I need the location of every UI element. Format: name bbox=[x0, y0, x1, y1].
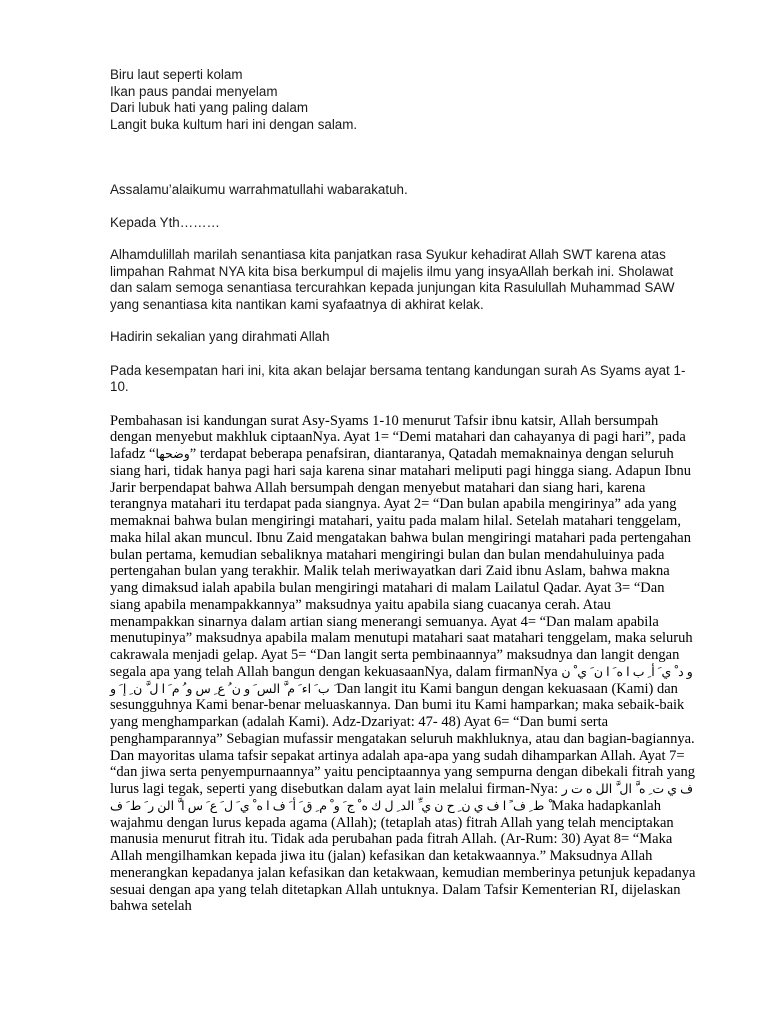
poem-line: Ikan paus pandai menyelam bbox=[110, 83, 278, 99]
greeting-paragraph: Assalamu’alaikumu warrahmatullahi wabarakatuh. bbox=[110, 182, 408, 197]
arabic-term: وضحها bbox=[155, 447, 190, 461]
poem-line: Dari lubuk hati yang paling dalam bbox=[110, 100, 309, 115]
arabic-verse: و د ْ ي َ أ ِ ب ا ه َ ا ن َ ي ْ ن َ ب َ اء َ م َّ الس َ و ن ُ ع ِ س و ُ م َ ا ل َّ ن ِ إ َ و bbox=[110, 664, 693, 696]
opening-poem bbox=[110, 67, 696, 133]
body-text: Maka hadapkanlah wajahmu dengan lurus kepada agama (Allah); (tetaplah atas) fitrah Allah yang telah menciptakan manusia menurut fitrah itu. Tidak ada perubahan pada fitrah Allah. (Ar-Rum: 30) Ayat 8= “Maka Allah mengilhamkan kepada jiwa itu (jalan) kefasikan dan ketakwaannya.” Maksudnya Allah menerangkan kepadanya jalan kefasikan dan ketakwaan, kemudian memberinya petunjuk kepadanya sesuai dengan apa yang telah ditetapkan Allah untuknya. Dalam Tafsir Kementerian RI, dijelaskan bahwa setelah bbox=[110, 797, 696, 915]
opening-praise-paragraph: Alhamdulillah marilah senantiasa kita panjatkan rasa Syukur kehadirat Allah SWT karena atas limpahan Rahmat NYA kita bisa berkumpul di majelis ilmu yang insyaAllah berkah ini. Sholawat dan salam semoga senantiasa tercurahkan kepada junjungan kita Rasulullah Muhammad SAW yang senantiasa kita nantikan kami syafaatnya di akhirat kelak. bbox=[110, 247, 675, 312]
tafsir-body-paragraph bbox=[110, 413, 696, 916]
poem-line: Langit buka kultum hari ini dengan salam. bbox=[110, 116, 358, 132]
body-text: Pembahasan isi kandungan surat Asy-Syams 1-10 menurut Tafsir ibnu katsir, Allah bersumpah dengan menyebut makhluk ciptaanNya. Ayat 1= “Demi matahari dan cahayanya di pagi hari”, pada lafadz “ bbox=[110, 412, 686, 462]
document-page bbox=[110, 67, 696, 915]
topic-intro-paragraph: Pada kesempatan hari ini, kita akan belajar bersama tentang kandungan surah As Syams ayat 1-10. bbox=[110, 362, 686, 394]
poem-line: Biru laut seperti kolam bbox=[110, 67, 243, 82]
body-text: ” terdapat beberapa penafsiran, diantaranya, Qatadah memaknainya dengan seluruh siang hari, tidak hanya pagi hari saja karena sinar matahari meliputi pagi hingga siang. Adapun Ibnu Jarir berpendapat bahwa Allah bersumpah dengan menyebut matahari dan siang hari, karena terangnya matahari itu terdapat pada siangnya. Ayat 2= “Dan bulan apabila mengirinya” ada yang memaknai bahwa bulan mengiringi matahari, yaitu pada malam hilal. Setelah matahari tenggelam, maka hilal akan muncul. Ibnu Zaid mengatakan bahwa bulan mengiringi matahari pada pertengahan bulan pertama, kemudian sebaliknya matahari mengiringi bulan dan bulan mendahuluinya pada pertengahan bulan yang terakhir. Malik telah meriwayatkan dari Zaid ibnu Aslam, bahwa makna yang dimaksud ialah apabila bulan mengiringi matahari di malam Lailatul Qadar. Ayat 3= “Dan siang apabila menampakkannya” maksudnya yaitu apabila siang cuacanya cerah. Atau menampakkan sinarnya dalam artian siang menerangi semuanya. Ayat 4= “Dan malam apabila menutupinya” maksudnya apabila malam menutupi matahari saat matahari tenggelam, maka seluruh cakrawala menjadi gelap. Ayat 5= “Dan langit serta pembinaannya” maksudnya dan langit dengan segala apa yang telah Allah bangun dengan kekuasaanNya, dalam firmanNya bbox=[110, 446, 693, 680]
audience-address-paragraph: Hadirin sekalian yang dirahmati Allah bbox=[110, 329, 330, 344]
body-text: Dan langit itu Kami bangun dengan kekuasaan (Kami) dan sesungguhnya Kami benar-benar meluaskannya. Dan bumi itu Kami hamparkan; maka sebaik-baik yang menghamparkan (adalah Kami). Adz-Dzariyat: 47- 48) Ayat 6= “Dan bumi serta penghamparannya” Sebagian mufassir mengatakan seluruh makhluknya, atau dan bagian-bagiannya. Dan mayoritas ulama tafsir sepakat artinya adalah apa-apa yang sudah dihamparkan Allah. Ayat 7= “dan jiwa serta penyempurnaannya” yaitu penciptaannya yang sempurna dengan dibekali fitrah yang lurus lagi tegak, seperti yang disebutkan dalam ayat lain melalui firman-Nya: bbox=[110, 680, 696, 797]
arabic-verse: ف ي ت ِ ه َّ ال َّ الل ه ت ر ْ ط ِ ف ً ا ف ي ن ِ ح ن ي ِّ الد ِ ل ك ه ْ ج َ و ْ م ِ ق َ أ َ ف ا ه ْ ي َ ل َ ع َ س ا َّ الن ر َ ط َ ف bbox=[110, 782, 694, 813]
addressee-paragraph: Kepada Yth……… bbox=[110, 214, 220, 230]
